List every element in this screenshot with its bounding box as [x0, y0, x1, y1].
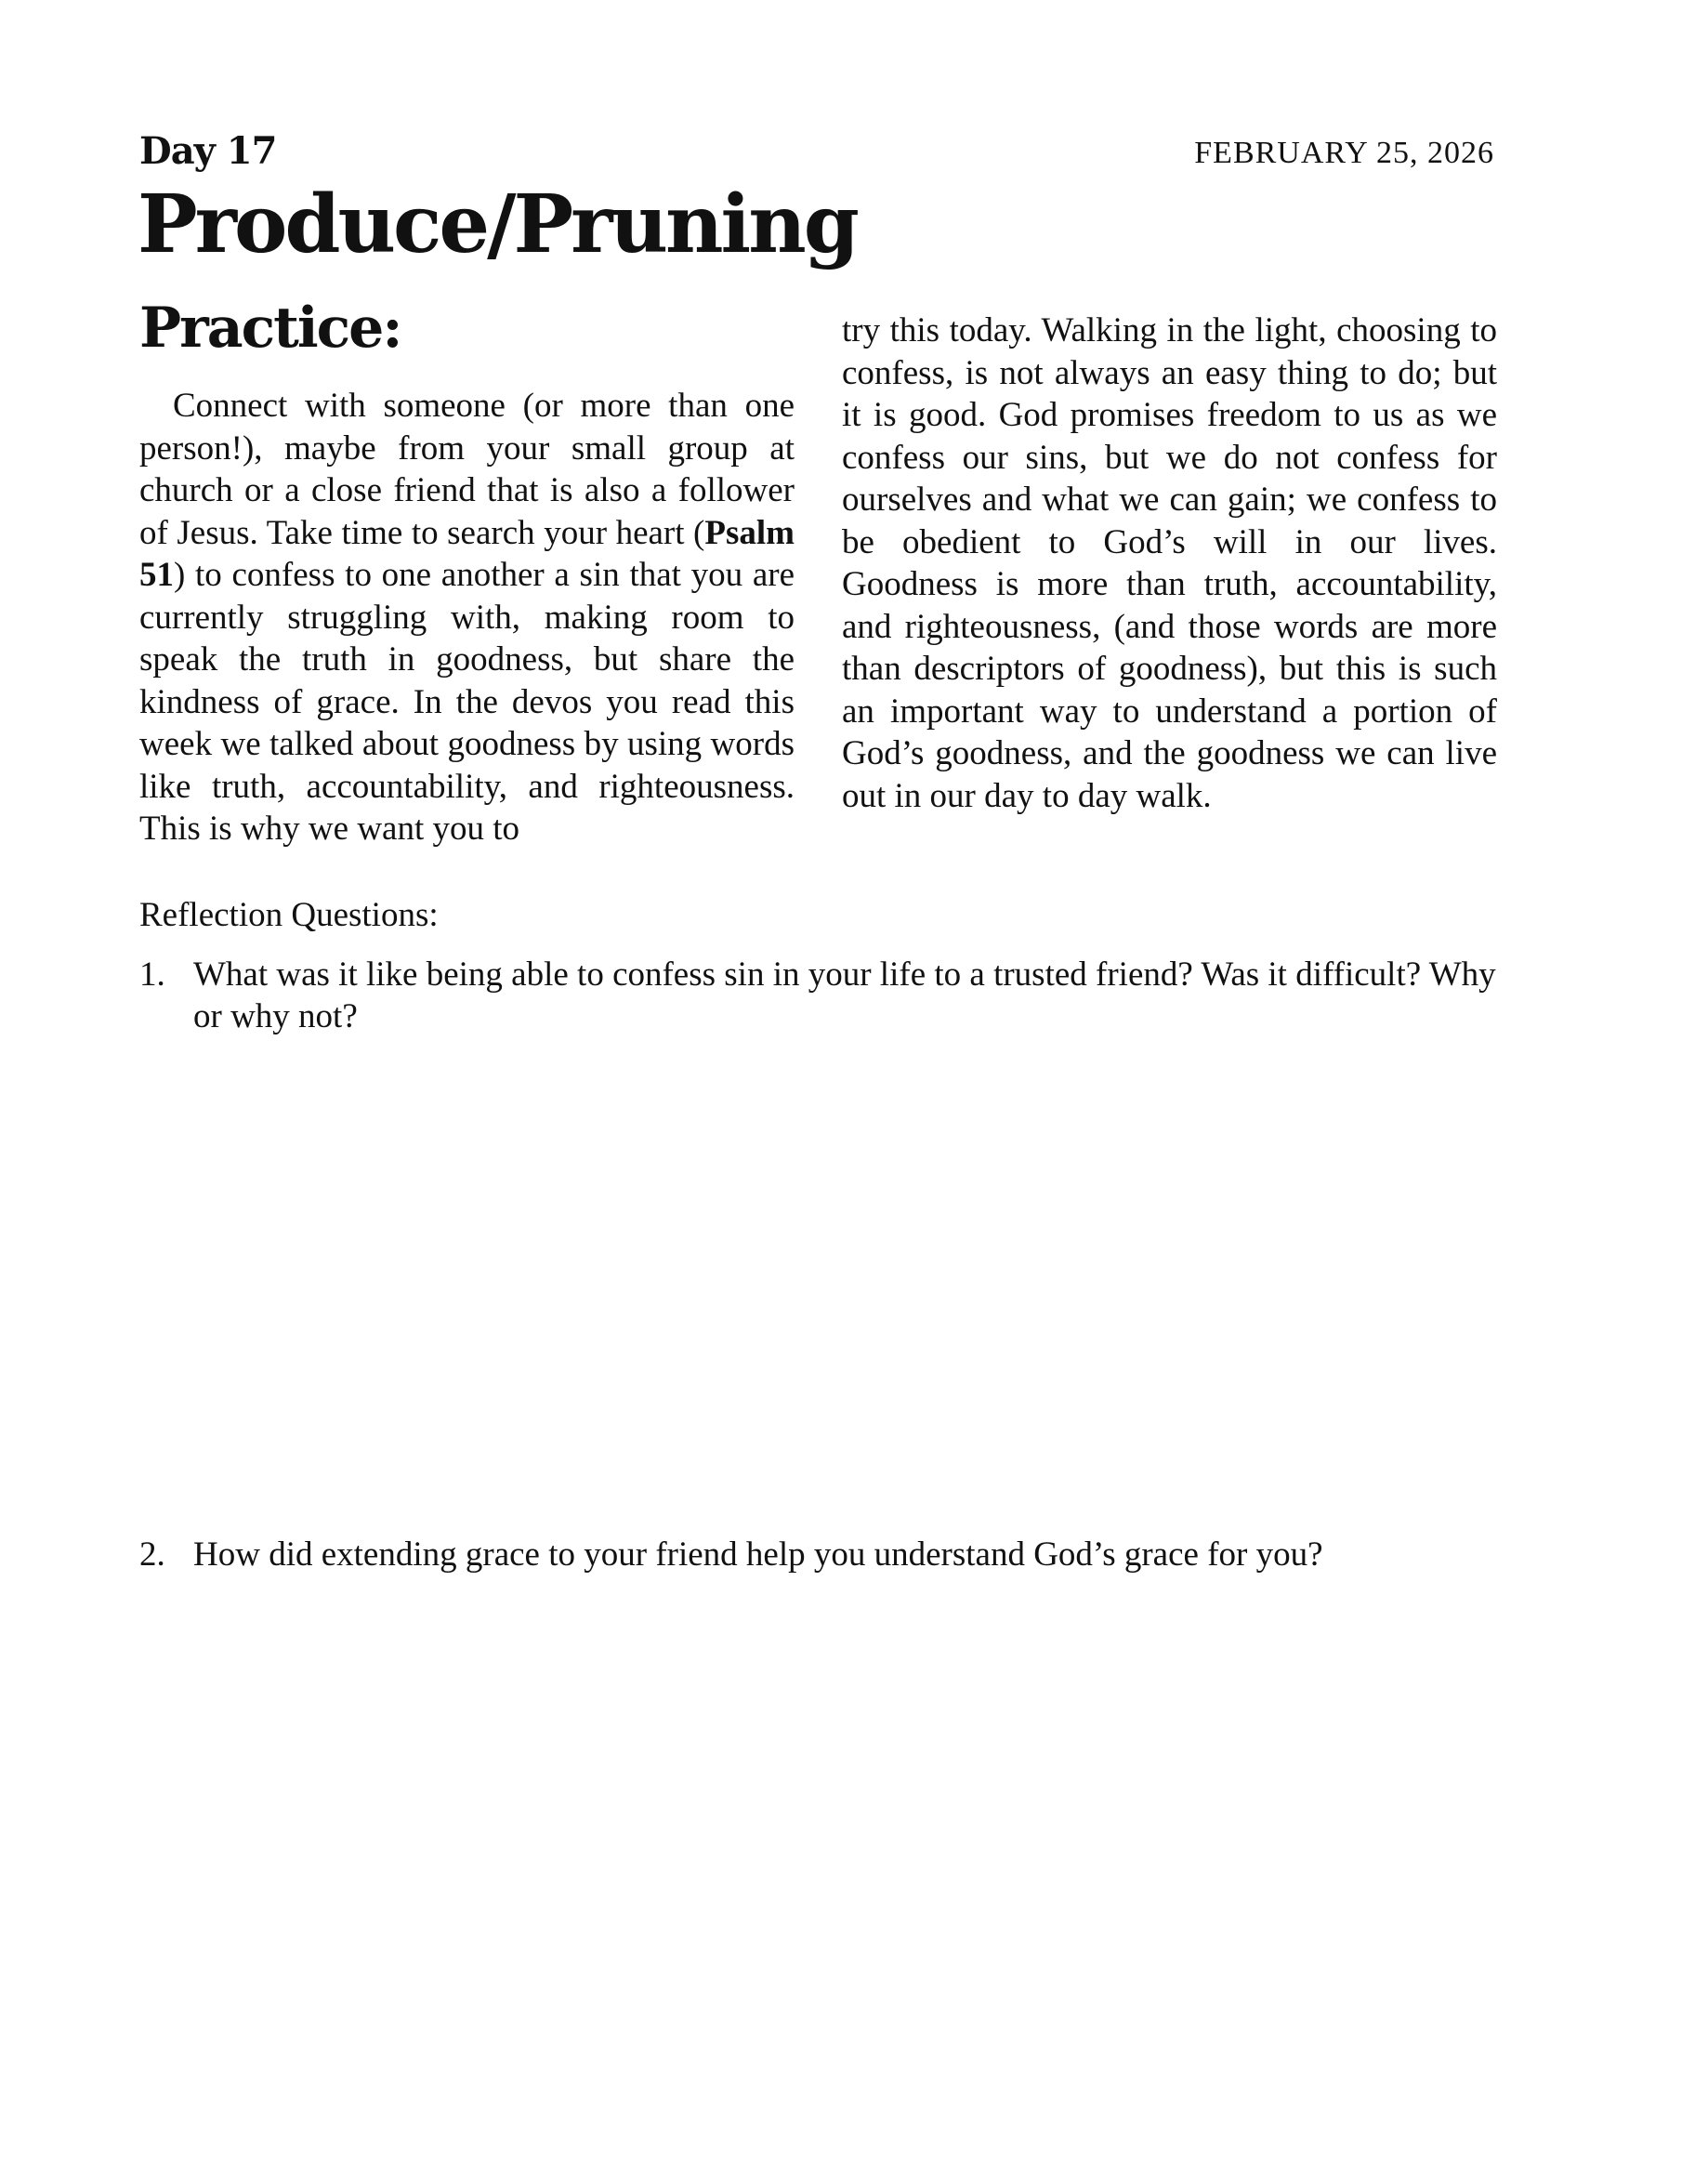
day-label: Day 17 — [139, 129, 277, 173]
question-text: How did extending grace to your friend help you understand God’s grace for you? — [193, 1535, 1323, 1574]
practice-text-left — [139, 385, 795, 850]
practice-heading: Practice: — [139, 296, 401, 361]
scripture-reference: Psalm 51 — [139, 513, 795, 594]
date: FEBRUARY 25, 2026 — [1194, 136, 1494, 170]
reflection-label: Reflection Questions: — [139, 896, 439, 934]
practice-text-left-start: Connect with someone (or more than one person!), maybe from your small group at church or a close friend that is also a follower of Jesus. Take time to search your heart ( — [139, 387, 795, 552]
practice-text-right: try this today. Walking in the light, choosing to confess, is not always an easy thing to do; but it is good. God promises freedom to us as we confess our sins, but we do not confess for ourselves and what we can gain; we confess to be obedient to God’s will in our lives. Goodness is more than truth, accountability, and righteousness, (and those words are more than descriptors of goodness), but this is such an important way to understand a portion of God’s goodness, and the goodness we can live out in our day to day walk. — [842, 311, 1497, 815]
reflection-question — [139, 1534, 1496, 1575]
question-number: 2. — [139, 1535, 165, 1574]
page-title: Produce/Pruning — [138, 178, 857, 271]
reflection-question — [139, 954, 1496, 1037]
question-text: What was it like being able to confess sin in your life to a trusted friend? Was it difficult? Why or why not? — [193, 955, 1496, 1035]
practice-text-left-end: ) to confess to one another a sin that you are currently struggling with, making room to speak the truth in goodness, but share the kindness of grace. In the devos you read this week we talked about goodness by using words like truth, accountability, and righteousness. This is why we want you to — [139, 556, 795, 848]
question-number: 1. — [139, 955, 165, 994]
